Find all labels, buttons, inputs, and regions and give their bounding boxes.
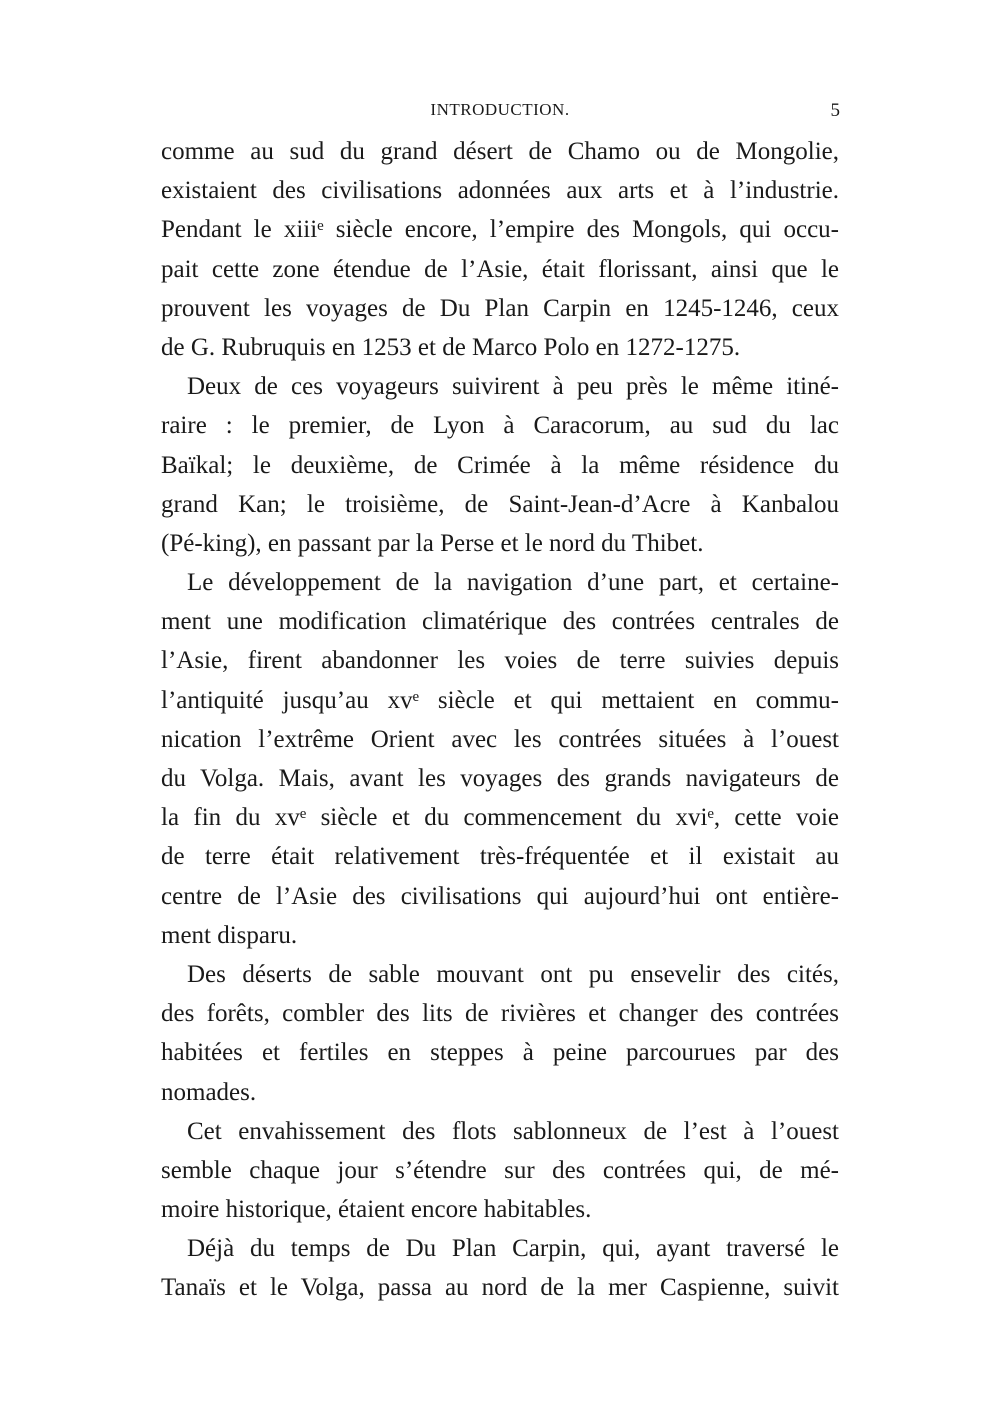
- text-line: Tanaïs et le Volga, passa au nord de la mer Caspienne, suivit: [161, 1274, 839, 1302]
- text-line: Des déserts de sable mouvant ont pu ensevelir des cités,: [187, 960, 839, 988]
- paragraph-3: [161, 563, 839, 955]
- text-line: Deux de ces voyageurs suivirent à peu près le même itiné-: [187, 373, 839, 401]
- body-text: [161, 132, 839, 1308]
- text-line: de terre était relativement très-fréquentée et il existait au: [161, 843, 839, 871]
- text-line: ment disparu.: [161, 921, 298, 949]
- paragraph-1: [161, 132, 839, 367]
- text-line: Le développement de la navigation d’une part, et certaine-: [187, 569, 839, 597]
- text-line: existaient des civilisations adonnées aux arts et à l’industrie.: [161, 177, 839, 205]
- paragraph-6: [161, 1229, 839, 1307]
- text-line: comme au sud du grand désert de Chamo ou de Mongolie,: [161, 138, 839, 165]
- paragraph-4: [161, 955, 839, 1112]
- text-line: nomades.: [161, 1078, 257, 1106]
- text-line: l’Asie, firent abandonner les voies de terre suivies depuis: [161, 647, 839, 675]
- page-number: 5: [830, 100, 840, 121]
- text-line: raire : le premier, de Lyon à Caracorum, au sud du lac: [161, 412, 839, 440]
- text-line: du Volga. Mais, avant les voyages des grands navigateurs de: [161, 765, 839, 792]
- text-line: (Pé-king), en passant par la Perse et le nord du Thibet.: [161, 529, 704, 557]
- text-line: grand Kan; le troisième, de Saint-Jean-d’Acre à Kanbalou: [161, 490, 839, 518]
- text-line: moire historique, étaient encore habitables.: [161, 1196, 592, 1224]
- text-line: Déjà du temps de Du Plan Carpin, qui, ayant traversé le: [187, 1235, 839, 1263]
- paragraph-2: [161, 367, 839, 563]
- text-line: pait cette zone étendue de l’Asie, était florissant, ainsi que le: [161, 255, 839, 283]
- text-line: habitées et fertiles en steppes à peine parcourues par des: [161, 1039, 839, 1067]
- text-line: l’antiquité jusqu’au xvᵉ siècle et qui mettaient en commu-: [161, 686, 839, 714]
- text-line: Baïkal; le deuxième, de Crimée à la même résidence du: [161, 451, 839, 479]
- paragraph-5: [161, 1112, 839, 1230]
- text-line: nication l’extrême Orient avec les contrées situées à l’ouest: [161, 725, 839, 753]
- text-line: Pendant le xiiiᵉ siècle encore, l’empire des Mongols, qui occu-: [161, 216, 839, 244]
- chapter-title: INTRODUCTION.: [430, 100, 570, 119]
- text-line: de G. Rubruquis en 1253 et de Marco Polo en 1272-1275.: [161, 333, 741, 361]
- text-line: semble chaque jour s’étendre sur des contrées qui, de mé-: [161, 1156, 839, 1184]
- text-line: la fin du xvᵉ siècle et du commencement du xviᵉ, cette voie: [161, 804, 839, 832]
- running-header: [160, 100, 840, 124]
- text-line: des forêts, combler des lits de rivières et changer des contrées: [161, 1000, 839, 1028]
- text-line: prouvent les voyages de Du Plan Carpin en 1245-1246, ceux: [161, 294, 839, 322]
- text-line: Cet envahissement des flots sablonneux de l’est à l’ouest: [187, 1117, 839, 1145]
- text-line: centre de l’Asie des civilisations qui aujourd’hui ont entière-: [161, 882, 839, 910]
- text-line: ment une modification climatérique des contrées centrales de: [161, 608, 839, 636]
